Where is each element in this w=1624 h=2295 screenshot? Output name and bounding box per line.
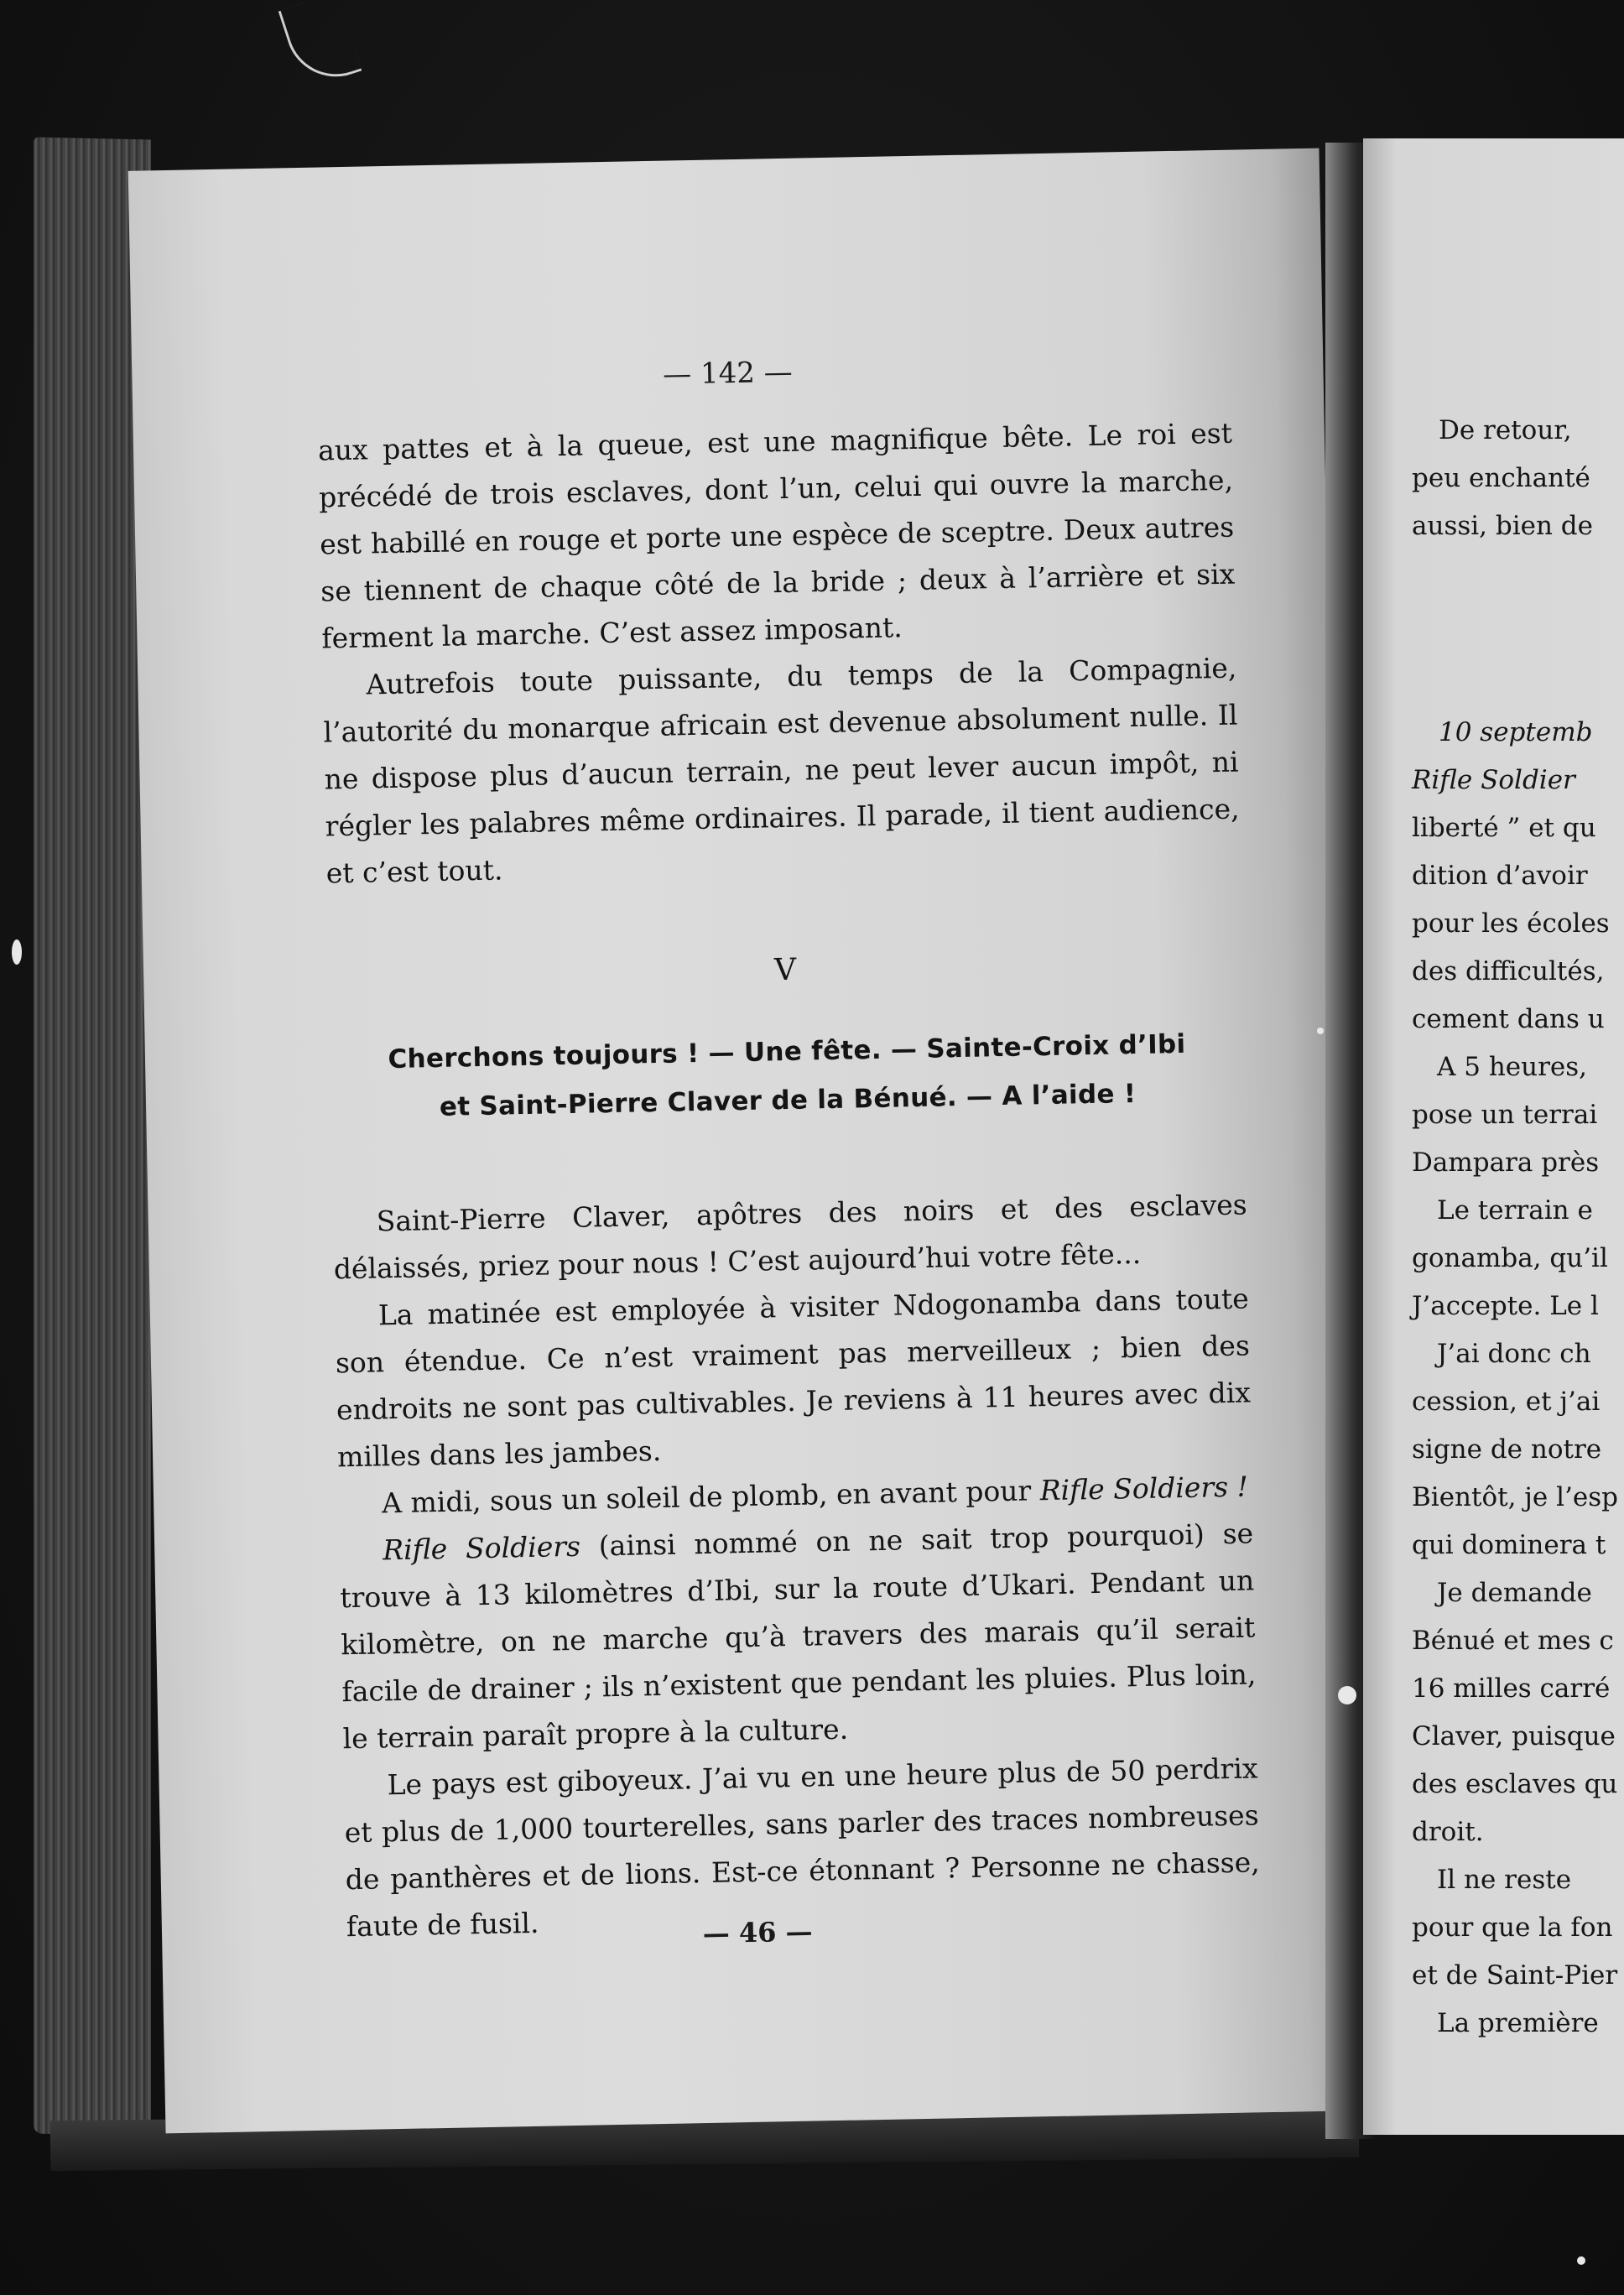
right-date-line xyxy=(1439,709,1624,757)
right-line: Il ne reste xyxy=(1437,1865,1572,1895)
left-page xyxy=(128,148,1357,2134)
paragraph-continued: aux pattes et à la queue, est une magnifique bête. Le roi est précédé de trois esclaves, dont l’un, celui qui ouvre la marche, est habillé en rouge et porte une espèce de sceptre. Deux autres se tiennent de chaque côté de la bride ; deux à l’arrière et six ferment la marche. C’est assez imposant. xyxy=(317,416,1236,655)
right-line: des difficultés, xyxy=(1412,956,1605,986)
right-line: A 5 heures, xyxy=(1437,1052,1588,1082)
right-line: Dampara près xyxy=(1412,1148,1600,1178)
scan-speck xyxy=(12,939,22,965)
right-line: La première xyxy=(1437,2008,1599,2038)
right-page-top-lines-2 xyxy=(1412,455,1624,550)
section-title-line-2: et Saint-Pierre Claver de la Bénué. — A l’aide ! xyxy=(439,1078,1137,1122)
right-page-top-lines xyxy=(1439,407,1624,455)
right-line: 16 milles carré xyxy=(1412,1673,1611,1704)
section-title-line-1: Cherchons toujours ! — Une fête. — Sainte-Croix d’Ibi xyxy=(388,1028,1186,1075)
paragraph-saint-pierre: Saint-Pierre Claver, apôtres des noirs et des esclaves délaissés, priez pour nous ! C’est aujourd’hui votre fête... xyxy=(333,1188,1247,1286)
right-line: pour que la fon xyxy=(1412,1912,1613,1943)
right-line: peu enchanté xyxy=(1412,463,1590,493)
right-line: De retour, xyxy=(1439,415,1572,445)
rifle-soldiers-italic: Rifle Soldiers xyxy=(382,1529,581,1567)
right-line-date: 10 septemb xyxy=(1439,717,1593,747)
midi-text: A midi, sous un soleil de plomb, en avant pour xyxy=(381,1474,1041,1520)
scan-scratch xyxy=(278,0,362,90)
right-line: droit. xyxy=(1412,1817,1484,1847)
right-page-middle-lines xyxy=(1412,757,1624,2048)
right-line: et de Saint-Pier xyxy=(1412,1960,1618,1991)
right-line: liberté ” et qu xyxy=(1412,813,1596,843)
right-line-rifle: Rifle Soldier xyxy=(1412,765,1575,795)
right-line: aussi, bien de xyxy=(1412,511,1594,541)
rifle-soldiers-text: (ainsi nommé on ne sait trop pourquoi) se trouve à 13 kilomètres d’Ibi, sur la route d’Ukari. Pendant un kilomètre, on ne marche qu’à travers des marais qu’il serait facile de drainer ; ils n’existent que pendant les pluies. Plus loin, le terrain paraît propre à la culture. xyxy=(339,1517,1257,1756)
right-line: des esclaves qu xyxy=(1412,1769,1618,1799)
right-line: Le terrain e xyxy=(1437,1195,1593,1226)
right-page xyxy=(1363,138,1624,2135)
right-line: Je demande xyxy=(1437,1578,1592,1608)
paragraph-giboyeux: Le pays est giboyeux. J’ai vu en une heure plus de 50 perdrix et plus de 1,000 tourterelles, sans parler des traces nombreuses de panthères et de lions. Est-ce étonnant ? Personne ne chasse, faute de fusil. xyxy=(344,1751,1260,1944)
right-line: dition d’avoir xyxy=(1412,861,1588,891)
right-line: cement dans u xyxy=(1412,1004,1605,1034)
section-number: V xyxy=(773,952,797,988)
page-number-header: — 142 — xyxy=(662,355,794,392)
right-line: pour les écoles xyxy=(1412,908,1610,939)
right-line: Bientôt, je l’esp xyxy=(1412,1482,1618,1512)
paragraph-matinee: La matinée est employée à visiter Ndogonamba dans toute son étendue. Ce n’est vraiment pas merveilleux ; bien des endroits ne sont pas cultivables. Je reviens à 11 heures avec dix milles dans les jambes. xyxy=(335,1282,1252,1474)
section-title xyxy=(330,1019,1246,1134)
scan-speck xyxy=(1317,1028,1324,1034)
paragraph-autrefois: Autrefois toute puissante, du temps de la Compagnie, l’autorité du monarque africain est devenue absolument nulle. Il ne dispose plus d’aucun terrain, ne peut lever aucun impôt, ni régler les palabres même ordinaires. Il parade, il tient audience, et c’est tout. xyxy=(323,651,1240,890)
right-line: J’accepte. Le l xyxy=(1412,1291,1599,1321)
right-line: J’ai donc ch xyxy=(1437,1339,1591,1369)
right-line: qui dominera t xyxy=(1412,1530,1606,1560)
right-line: gonamba, qu’il xyxy=(1412,1243,1608,1273)
midi-italic: Rifle Soldiers ! xyxy=(1039,1470,1249,1507)
right-line: Claver, puisque xyxy=(1412,1721,1616,1751)
right-line: pose un terrai xyxy=(1412,1100,1598,1130)
right-line: Bénué et mes c xyxy=(1412,1626,1614,1656)
paragraph-rifle-soldiers xyxy=(339,1510,1257,1762)
right-line: cession, et j’ai xyxy=(1412,1387,1601,1417)
right-line: signe de notre xyxy=(1412,1434,1602,1465)
scan-speck xyxy=(1577,2256,1585,2265)
scan-speck xyxy=(1338,1686,1356,1704)
signature-mark: — 46 — xyxy=(702,1915,813,1950)
right-page-inner xyxy=(1363,138,1624,2135)
left-page-body xyxy=(318,410,1262,1951)
